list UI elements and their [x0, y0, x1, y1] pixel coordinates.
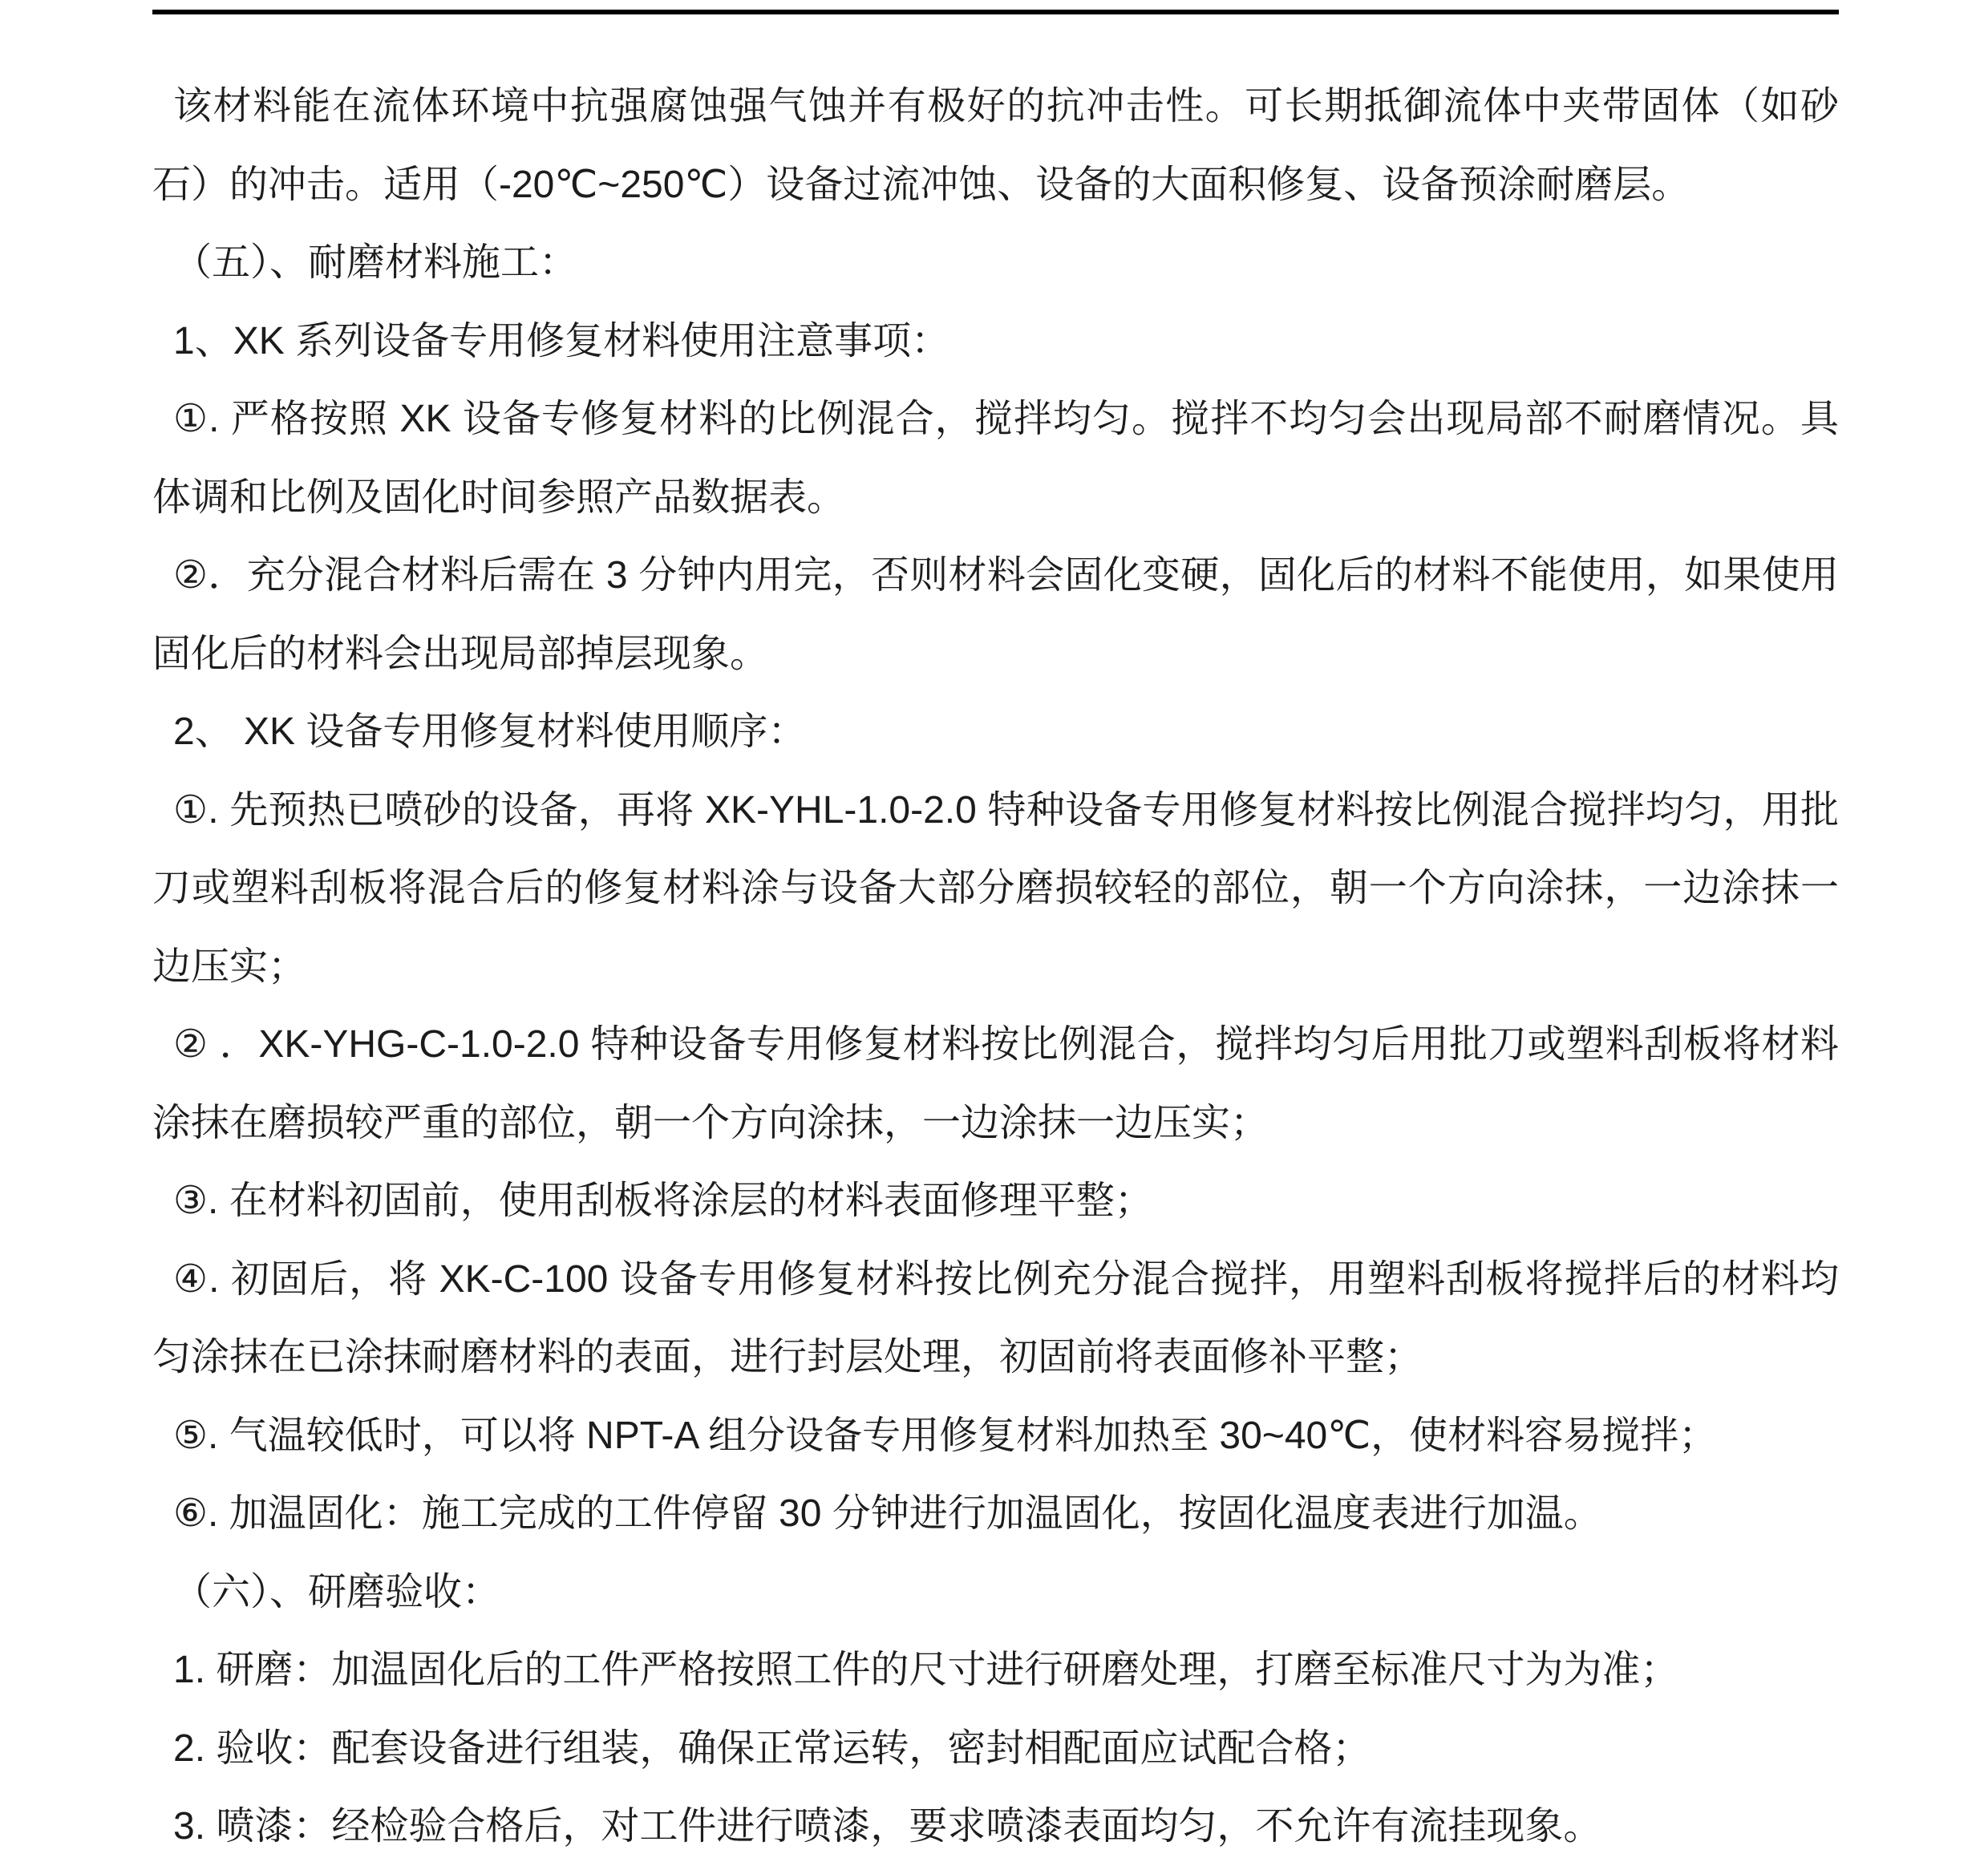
list-item-step-6: ⑥. 加温固化：施工完成的工件停留 30 分钟进行加温固化，按固化温度表进行加温。 [173, 1492, 1602, 1535]
header-rule [152, 10, 1839, 14]
list-item-painting: 3. 喷漆：经检验合格后，对工件进行喷漆，要求喷漆表面均匀，不允许有流挂现象。 [173, 1805, 1602, 1848]
paragraph-material-properties: 该材料能在流体环境中抗强腐蚀强气蚀并有极好的抗冲击性。可长期抵御流体中夹带固体（如砂石）的冲击。适用（-20℃~250℃）设备过流冲蚀、设备的大面积修复、设备预涂耐磨层。 [152, 85, 1839, 206]
list-item-step-3: ③. 在材料初固前，使用刮板将涂层的材料表面修理平整； [173, 1180, 1153, 1222]
list-item-precaution-2: ②．充分混合材料后需在 3 分钟内用完，否则材料会固化变硬，固化后的材料不能使用，如果使用固化后的材料会出现局部掉层现象。 [152, 554, 1839, 675]
list-heading-usage-order: 2、 XK 设备专用修复材料使用顺序： [173, 710, 807, 753]
list-item-step-1: ①. 先预热已喷砂的设备，再将 XK-YHL-1.0-2.0 特种设备专用修复材料按比例混合搅拌均匀，用批刀或塑料刮板将混合后的修复材料涂与设备大部分磨损较轻的部位，朝一个方向涂抹，一边涂抹一边压实； [152, 788, 1839, 988]
list-item-grinding: 1. 研磨：加温固化后的工件严格按照工件的尺寸进行研磨处理，打磨至标准尺寸为为准； [173, 1649, 1679, 1691]
heading-section-six: （六）、研磨验收： [173, 1570, 501, 1613]
list-item-step-2: ② ．XK-YHG-C-1.0-2.0 特种设备专用修复材料按比例混合，搅拌均匀后用批刀或塑料刮板将材料涂抹在磨损较严重的部位，朝一个方向涂抹，一边涂抹一边压实； [152, 1023, 1839, 1144]
document-body [152, 67, 1839, 1866]
list-item-step-5: ⑤. 气温较低时，可以将 NPT-A 组分设备专用修复材料加热至 30~40℃，使材料容易搅拌； [173, 1414, 1718, 1457]
list-item-acceptance: 2. 验收：配套设备进行组装，确保正常运转，密封相配面应试配合格； [173, 1726, 1371, 1770]
heading-section-five: （五）、耐磨材料施工： [173, 241, 578, 284]
list-item-step-4: ④. 初固后，将 XK-C-100 设备专用修复材料按比例充分混合搅拌，用塑料刮板将搅拌后的材料均匀涂抹在已涂抹耐磨材料的表面，进行封层处理，初固前将表面修补平整； [152, 1257, 1839, 1378]
list-item-precaution-1: ①. 严格按照 XK 设备专修复材料的比例混合，搅拌均匀。搅拌不均匀会出现局部不耐磨情况。具体调和比例及固化时间参照产品数据表。 [152, 398, 1839, 519]
list-heading-precautions: 1、XK 系列设备专用修复材料使用注意事项： [173, 319, 950, 362]
